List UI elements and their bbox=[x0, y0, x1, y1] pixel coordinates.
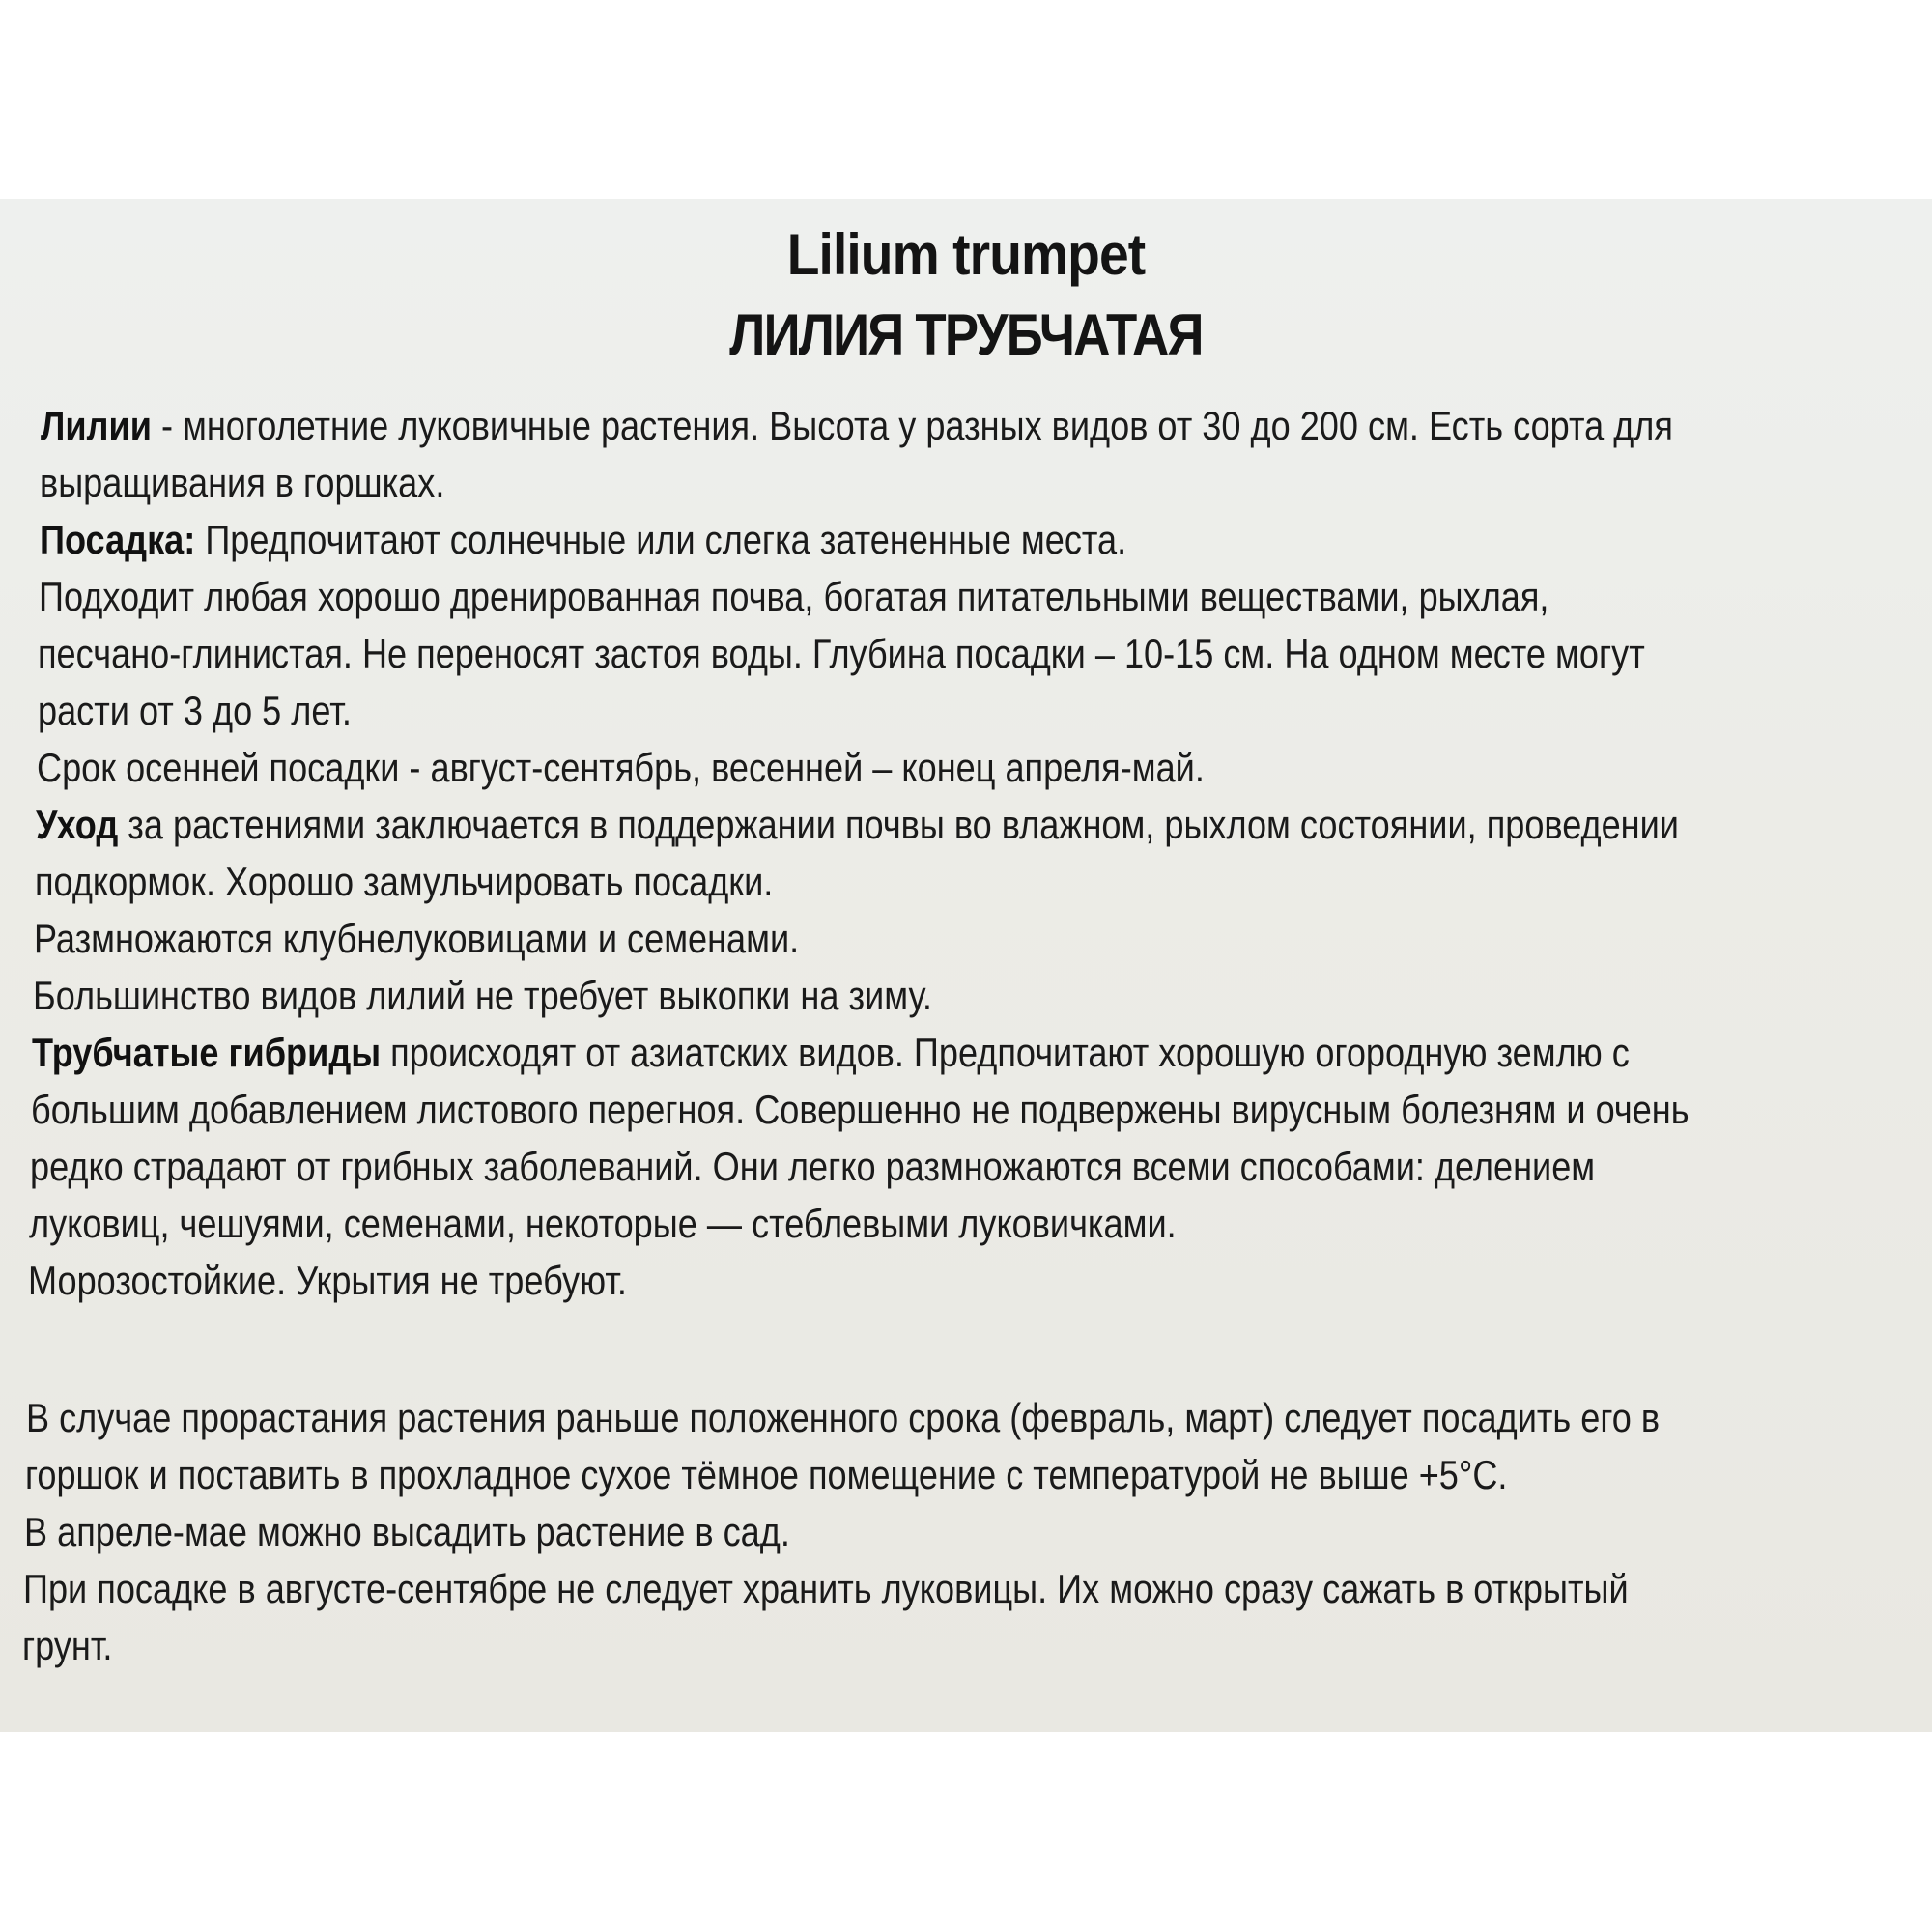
text-line: Уход за растениями заключается в поддержании почвы во влажном, рыхлом состоянии, проведении bbox=[36, 802, 1679, 847]
text-line: Лилии - многолетние луковичные растения. Высота у разных видов от 30 до 200 см. Есть сорта для bbox=[41, 403, 1673, 448]
text-line: Морозостойкие. Укрытия не требуют. bbox=[28, 1258, 627, 1303]
text-line: Трубчатые гибриды происходят от азиатских видов. Предпочитают хорошую огородную землю с bbox=[32, 1030, 1630, 1075]
title-russian: ЛИЛИЯ ТРУБЧАТАЯ bbox=[729, 302, 1203, 367]
text-line: грунт. bbox=[22, 1623, 113, 1668]
title-latin: Lilium trumpet bbox=[786, 222, 1146, 287]
text-line: Большинство видов лилий не требует выкопки на зиму. bbox=[33, 973, 932, 1018]
term-trumpet-hybrids: Трубчатые гибриды bbox=[32, 1030, 382, 1075]
text-line: Срок осенней посадки - август-сентябрь, весенней – конец апреля-май. bbox=[37, 745, 1205, 790]
text-line: Размножаются клубнелуковицами и семенами. bbox=[34, 916, 800, 961]
text-line: песчано-глинистая. Не переносят застоя воды. Глубина посадки – 10-15 см. На одном месте могут bbox=[38, 631, 1645, 676]
text-line: подкормок. Хорошо замульчировать посадки. bbox=[35, 859, 774, 904]
text-line: редко страдают от грибных заболеваний. Они легко размножаются всеми способами: делением bbox=[30, 1144, 1596, 1189]
text-line: При посадке в августе-сентябре не следует хранить луковицы. Их можно сразу сажать в открытый bbox=[23, 1566, 1629, 1611]
text-line: большим добавлением листового перегноя. Совершенно не подвержены вирусным болезням и очень bbox=[31, 1087, 1690, 1132]
text-line: горшок и поставить в прохладное сухое тёмное помещение с температурой не выше +5°C. bbox=[25, 1452, 1508, 1497]
text-line: Подходит любая хорошо дренированная почва, богатая питательными веществами, рыхлая, bbox=[39, 574, 1549, 619]
label-paper bbox=[0, 199, 1932, 1732]
text-line: выращивания в горшках. bbox=[40, 460, 445, 505]
term-planting: Посадка: bbox=[40, 517, 196, 562]
term-care: Уход bbox=[36, 802, 119, 847]
text-line: Посадка: Предпочитают солнечные или слегка затененные места. bbox=[40, 517, 1127, 562]
text-line: расти от 3 до 5 лет. bbox=[38, 688, 352, 733]
text-line: В случае прорастания растения раньше положенного срока (февраль, март) следует посадить его в bbox=[26, 1395, 1661, 1440]
text-line: луковиц, чешуями, семенами, некоторые — стеблевыми луковичками. bbox=[29, 1201, 1177, 1246]
text-line: В апреле-мае можно высадить растение в сад. bbox=[24, 1509, 790, 1554]
term-lilies: Лилии bbox=[41, 403, 152, 448]
